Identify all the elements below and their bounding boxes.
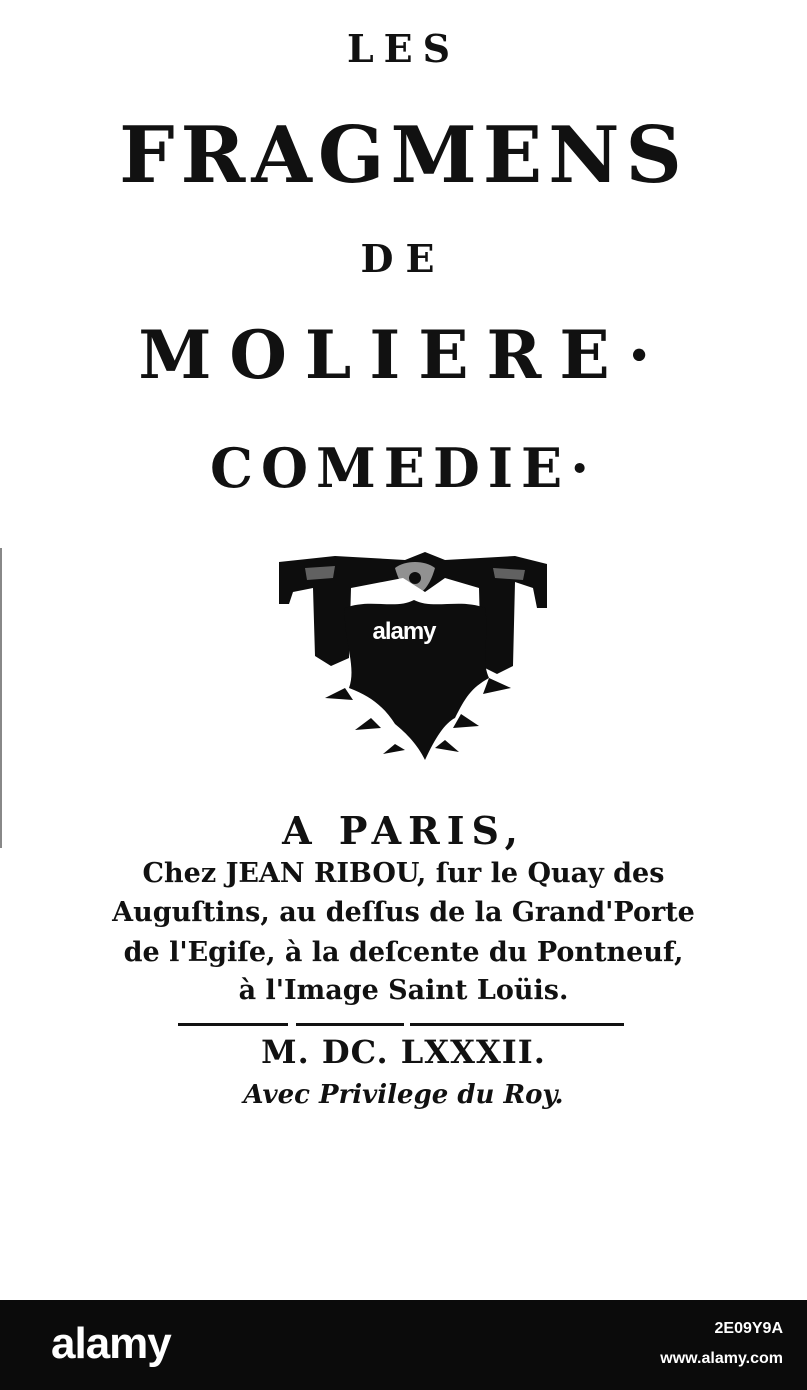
publication-date: M. DC. LXXXII. (261, 1033, 546, 1071)
printers-ornament-icon (275, 548, 553, 763)
privilege-line: Avec Privilege du Roy. (243, 1080, 564, 1110)
imprint-line-1: Chez JEAN RIBOU, ſur le Quay des (142, 858, 665, 889)
imprint-line-2: Auguſtins, au deſſus de la Grand'Porte (112, 897, 695, 928)
title-line-moliere: MOLIERE· (138, 316, 669, 394)
decorative-rule (178, 1022, 624, 1027)
title-line-de: DE (360, 236, 447, 281)
scan-edge (0, 548, 2, 848)
imprint-line-3: de l'Egiſe, à la deſcente du Pontneuf, (123, 937, 684, 968)
title-line-les: LES (346, 26, 461, 71)
footer-image-id: 2E09Y9A (714, 1320, 783, 1337)
footer-logo: alamy (51, 1319, 171, 1368)
stock-footer (0, 1300, 807, 1390)
title-line-comedie: COMEDIE· (210, 436, 597, 500)
imprint-line-4: à l'Image Saint Loüis. (238, 975, 569, 1006)
title-line-fragmens: FRAGMENS (119, 110, 688, 201)
watermark-text: alamy (372, 618, 436, 645)
footer-url[interactable]: www.alamy.com (660, 1350, 783, 1367)
imprint-city: A PARIS, (282, 808, 525, 853)
